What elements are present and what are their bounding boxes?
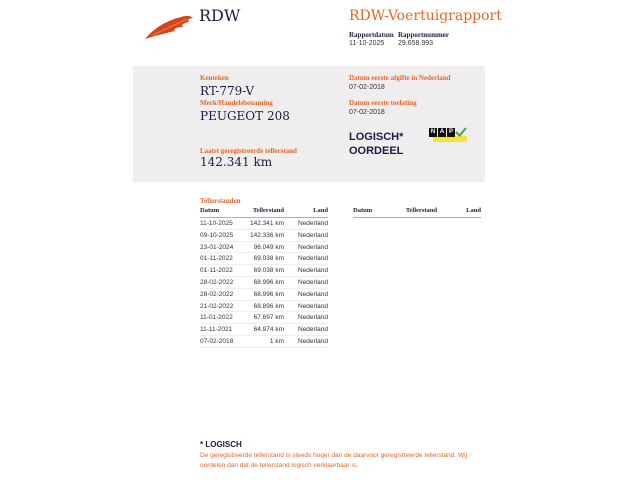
vehicle-summary-panel bbox=[133, 66, 485, 182]
cell-odometer: 68.996 km bbox=[253, 290, 284, 298]
cell-date: 11-10-2025 bbox=[200, 220, 233, 227]
cell-date: 11-01-2022 bbox=[200, 314, 233, 322]
report-number-label: Rapportnummer bbox=[398, 31, 449, 39]
report-date-value: 11-10-2025 bbox=[349, 40, 385, 47]
footnote-text: De geregistreerde tellerstand is steeds hoger dan de daarvoor geregistreerde tellerstand. Wij oordelen dan dat de tellerstand logisch verklaarbaar is. bbox=[200, 452, 468, 469]
table-row bbox=[200, 336, 328, 348]
cell-date: 01-11-2022 bbox=[200, 255, 233, 263]
cell-country: Nederland bbox=[298, 314, 328, 322]
first-issue-nl-value: 07-02-2018 bbox=[349, 84, 385, 91]
report-title: RDW-Voertuigrapport bbox=[349, 8, 502, 24]
column-date: Datum bbox=[353, 207, 373, 214]
table-row bbox=[200, 277, 328, 289]
odometer-history-title: Tellerstanden bbox=[200, 197, 241, 205]
cell-country: Nederland bbox=[298, 255, 328, 263]
table-header bbox=[353, 207, 481, 218]
table-row bbox=[200, 265, 328, 277]
nap-letter-a: A bbox=[439, 129, 445, 135]
plate-value: RT-779-V bbox=[200, 84, 255, 98]
table-header bbox=[200, 207, 328, 218]
cell-odometer: 69.038 km bbox=[253, 267, 284, 275]
cell-date: 09-10-2025 bbox=[200, 231, 234, 239]
cell-odometer: 142.336 km bbox=[250, 231, 284, 239]
cell-odometer: 142.341 km bbox=[250, 220, 284, 227]
nap-logo bbox=[429, 128, 469, 146]
column-date: Datum bbox=[200, 207, 220, 214]
cell-country: Nederland bbox=[298, 231, 328, 239]
cell-odometer: 64.974 km bbox=[253, 326, 284, 334]
plate-label: Kenteken bbox=[200, 74, 229, 82]
first-issue-nl-label: Datum eerste afgifte in Nederland bbox=[349, 74, 451, 82]
last-odometer-label: Laatst geregistreerde tellerstand bbox=[200, 147, 297, 155]
table-row bbox=[200, 242, 328, 254]
column-odometer: Tellerstand bbox=[252, 207, 284, 214]
cell-date: 23-01-2024 bbox=[200, 243, 234, 251]
cell-date: 07-02-2018 bbox=[200, 337, 234, 345]
column-country: Land bbox=[466, 207, 481, 214]
cell-country: Nederland bbox=[298, 243, 328, 251]
cell-country: Nederland bbox=[298, 220, 328, 227]
cell-country: Nederland bbox=[298, 290, 328, 298]
brand-name: RDW bbox=[199, 6, 241, 25]
cell-country: Nederland bbox=[298, 267, 328, 275]
nap-letter-n: N bbox=[430, 129, 436, 135]
table-row bbox=[200, 218, 328, 230]
table-row bbox=[200, 289, 328, 301]
odometer-table-right bbox=[353, 207, 481, 218]
cell-odometer: 69.038 km bbox=[253, 255, 284, 263]
report-date-label: Rapportdatum bbox=[349, 31, 394, 39]
table-row bbox=[200, 253, 328, 265]
column-odometer: Tellerstand bbox=[405, 207, 437, 214]
verdict bbox=[349, 130, 403, 158]
table-row bbox=[200, 312, 328, 324]
first-admission-label: Datum eerste toelating bbox=[349, 99, 417, 107]
last-odometer-value: 142.341 km bbox=[200, 155, 273, 169]
table-row bbox=[200, 301, 328, 313]
cell-date: 01-11-2022 bbox=[200, 267, 233, 275]
cell-date: 11-11-2021 bbox=[200, 326, 233, 334]
cell-odometer: 1 km bbox=[269, 337, 284, 345]
nap-letter-p: P bbox=[448, 129, 453, 135]
make-label: Merk/Handelsbenaming bbox=[200, 99, 273, 107]
verdict-line-1: LOGISCH* bbox=[349, 131, 404, 143]
verdict-line-2: OORDEEL bbox=[349, 145, 404, 157]
table-row bbox=[200, 324, 328, 336]
column-country: Land bbox=[313, 207, 328, 214]
cell-date: 28-02-2022 bbox=[200, 278, 234, 286]
checkmark-icon bbox=[455, 126, 467, 138]
rdw-feather-logo-icon bbox=[143, 13, 195, 41]
cell-odometer: 68.996 km bbox=[253, 278, 284, 286]
report-number-value: 29.658.993 bbox=[398, 40, 434, 47]
cell-country: Nederland bbox=[298, 326, 328, 334]
cell-odometer: 96.049 km bbox=[253, 243, 284, 251]
cell-country: Nederland bbox=[298, 278, 328, 286]
make-value: PEUGEOT 208 bbox=[200, 109, 290, 123]
cell-country: Nederland bbox=[298, 302, 328, 310]
odometer-table-left bbox=[200, 207, 328, 348]
cell-odometer: 68.896 km bbox=[253, 302, 284, 310]
first-admission-value: 07-02-2018 bbox=[349, 109, 385, 116]
cell-date: 21-02-2022 bbox=[200, 302, 234, 310]
cell-date: 28-02-2022 bbox=[200, 290, 234, 298]
cell-country: Nederland bbox=[298, 337, 328, 345]
footnote-title: * LOGISCH bbox=[200, 440, 242, 449]
table-row bbox=[200, 230, 328, 242]
cell-odometer: 67.697 km bbox=[253, 314, 284, 322]
